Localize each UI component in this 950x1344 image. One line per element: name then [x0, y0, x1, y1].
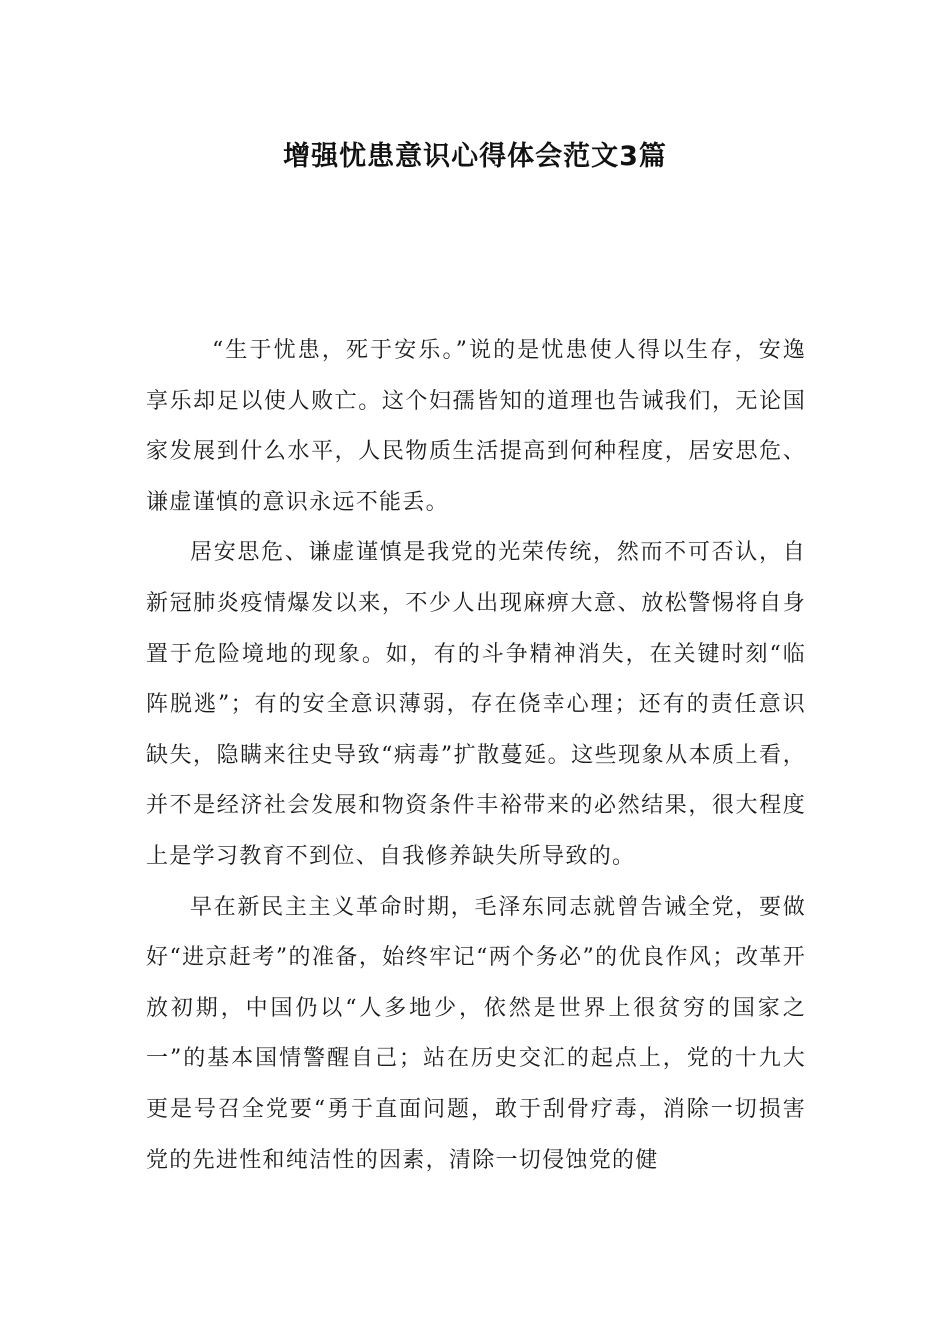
document-body: [146, 326, 806, 1186]
paragraph-1: “生于忧患，死于安乐。”说的是忧患使人得以生存，安逸享乐却足以使人败亡。这个妇孺皆知的道理也告诫我们，无论国家发展到什么水平，人民物质生活提高到何种程度，居安思危、谦虚谨慎的意识永远不能丢。: [146, 338, 806, 515]
paragraph-3: 早在新民主主义革命时期，毛泽东同志就曾告诫全党，要做好“进京赶考”的准备，始终牢记“两个务必”的优良作风；改革开放初期，中国仍以“人多地少，依然是世界上很贫穷的国家之一”的基本国情警醒自己；站在历史交汇的起点上，党的十九大更是号召全党要“勇于直面问题，敢于刮骨疗毒，消除一切损害党的先进性和纯洁性的因素，清除一切侵蚀党的健: [146, 894, 806, 1173]
paragraph-2: 居安思危、谦虚谨慎是我党的光荣传统，然而不可否认，自新冠肺炎疫情爆发以来，不少人出现麻痹大意、放松警惕将自身置于危险境地的现象。如，有的斗争精神消失，在关键时刻“临阵脱逃”；有的安全意识薄弱，存在侥幸心理；还有的责任意识缺失，隐瞒来往史导致“病毒”扩散蔓延。这些现象从本质上看，并不是经济社会发展和物资条件丰裕带来的必然结果，很大程度上是学习教育不到位、自我修养缺失所导致的。: [146, 540, 806, 869]
document-title: 增强忧患意识心得体会范文3篇: [283, 141, 667, 172]
